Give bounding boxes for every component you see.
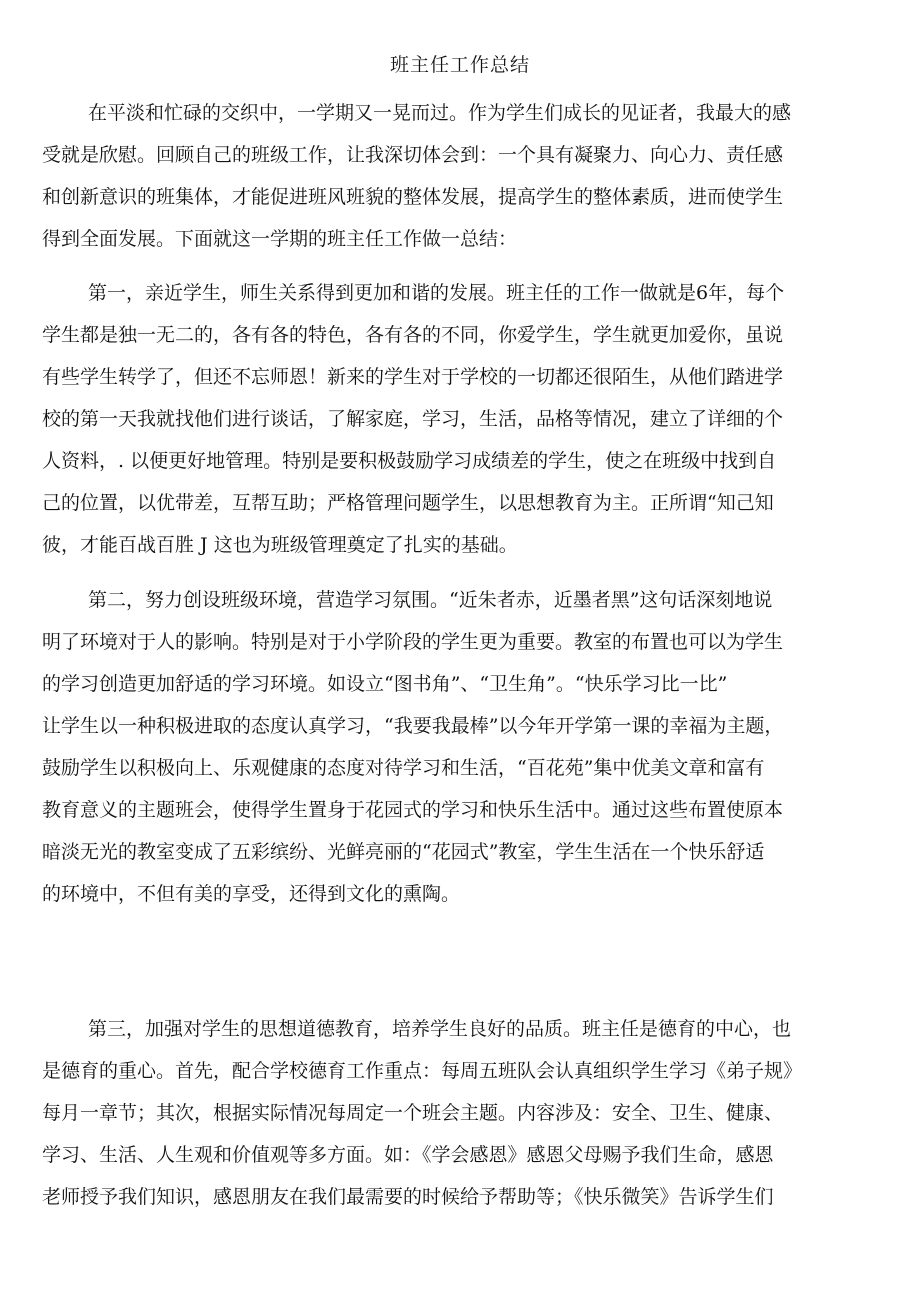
text-line: 教育意义的主题班会，使得学生置身于花园式的学习和快乐生活中。通过这些布置使原本	[42, 799, 784, 821]
text-line: 的学习创造更加舒适的学习环境。如设立“图书角”、“卫生角”。“快乐学习比一比”	[42, 673, 728, 695]
text-line: 人资料，. 以便更好地管理。特别是要积极鼓励学习成绩差的学生，使之在班级中找到自	[42, 450, 777, 472]
text-line: 校的第一天我就找他们进行谈话，了解家庭，学习，生活，品格等情况，建立了详细的个	[42, 408, 784, 430]
text-line: 明了环境对于人的影响。特别是对于小学阶段的学生更为重要。教室的布置也可以为学生	[42, 631, 784, 653]
text-line: 老师授予我们知识，感恩朋友在我们最需要的时候给予帮助等；《快乐微笑》告诉学生们	[42, 1186, 774, 1208]
text-line: 和创新意识的班集体，才能促进班风班貌的整体发展，提高学生的整体素质，进而使学生	[42, 186, 784, 208]
text-line: 的环境中，不但有美的享受，还得到文化的熏陶。	[42, 883, 461, 905]
text-line: 己的位置，以优带差，互帮互助；严格管理问题学生，以思想教育为主。正所谓“知己知	[42, 492, 774, 514]
text-line: 彼，才能百战百胜 J 这也为班级管理奠定了扎实的基础。	[42, 534, 518, 556]
document-title: 班主任工作总结	[389, 54, 530, 76]
text-line: 暗淡无光的教室变成了五彩缤纷、光鲜亮丽的“花园式”教室，学生生活在一个快乐舒适	[42, 841, 765, 863]
text-line: 鼓励学生以积极向上、乐观健康的态度对待学习和生活，“百花苑”集中优美文章和富有	[42, 757, 765, 779]
text-line: 第三，加强对学生的思想道德教育，培养学生良好的品质。班主任是德育的中心，也	[88, 1018, 792, 1040]
text-line: 学习、生活、人生观和价值观等多方面。如：《学会感恩》感恩父母赐予我们生命，感恩	[42, 1144, 774, 1166]
text-line: 有些学生转学了，但还不忘师恩！新来的学生对于学校的一切都还很陌生，从他们踏进学	[42, 366, 784, 388]
text-line: 让学生以一种积极进取的态度认真学习，“我要我最棒”以今年开学第一课的幸福为主题，	[42, 715, 784, 737]
text-line: 得到全面发展。下面就这一学期的班主任工作做一总结：	[42, 228, 518, 250]
text-line: 学生都是独一无二的，各有各的特色，各有各的不同，你爱学生，学生就更加爱你，虽说	[42, 324, 784, 346]
text-line: 在平淡和忙碌的交织中，一学期又一晃而过。作为学生们成长的见证者，我最大的感	[88, 102, 792, 124]
text-line: 第二，努力创设班级环境，营造学习氛围。“近朱者赤，近墨者黑”这句话深刻地说	[88, 589, 773, 611]
text-line: 第一，亲近学生，师生关系得到更加和谐的发展。班主任的工作一做就是6年，每个	[88, 282, 785, 304]
text-line: 是德育的重心。首先，配合学校德育工作重点：每周五班队会认真组织学生学习《弟子规》	[42, 1060, 803, 1082]
text-line: 受就是欣慰。回顾自己的班级工作，让我深切体会到：一个具有凝聚力、向心力、责任感	[42, 144, 784, 166]
text-line: 每月一章节；其次，根据实际情况每周定一个班会主题。内容涉及：安全、卫生、健康、	[42, 1102, 784, 1124]
